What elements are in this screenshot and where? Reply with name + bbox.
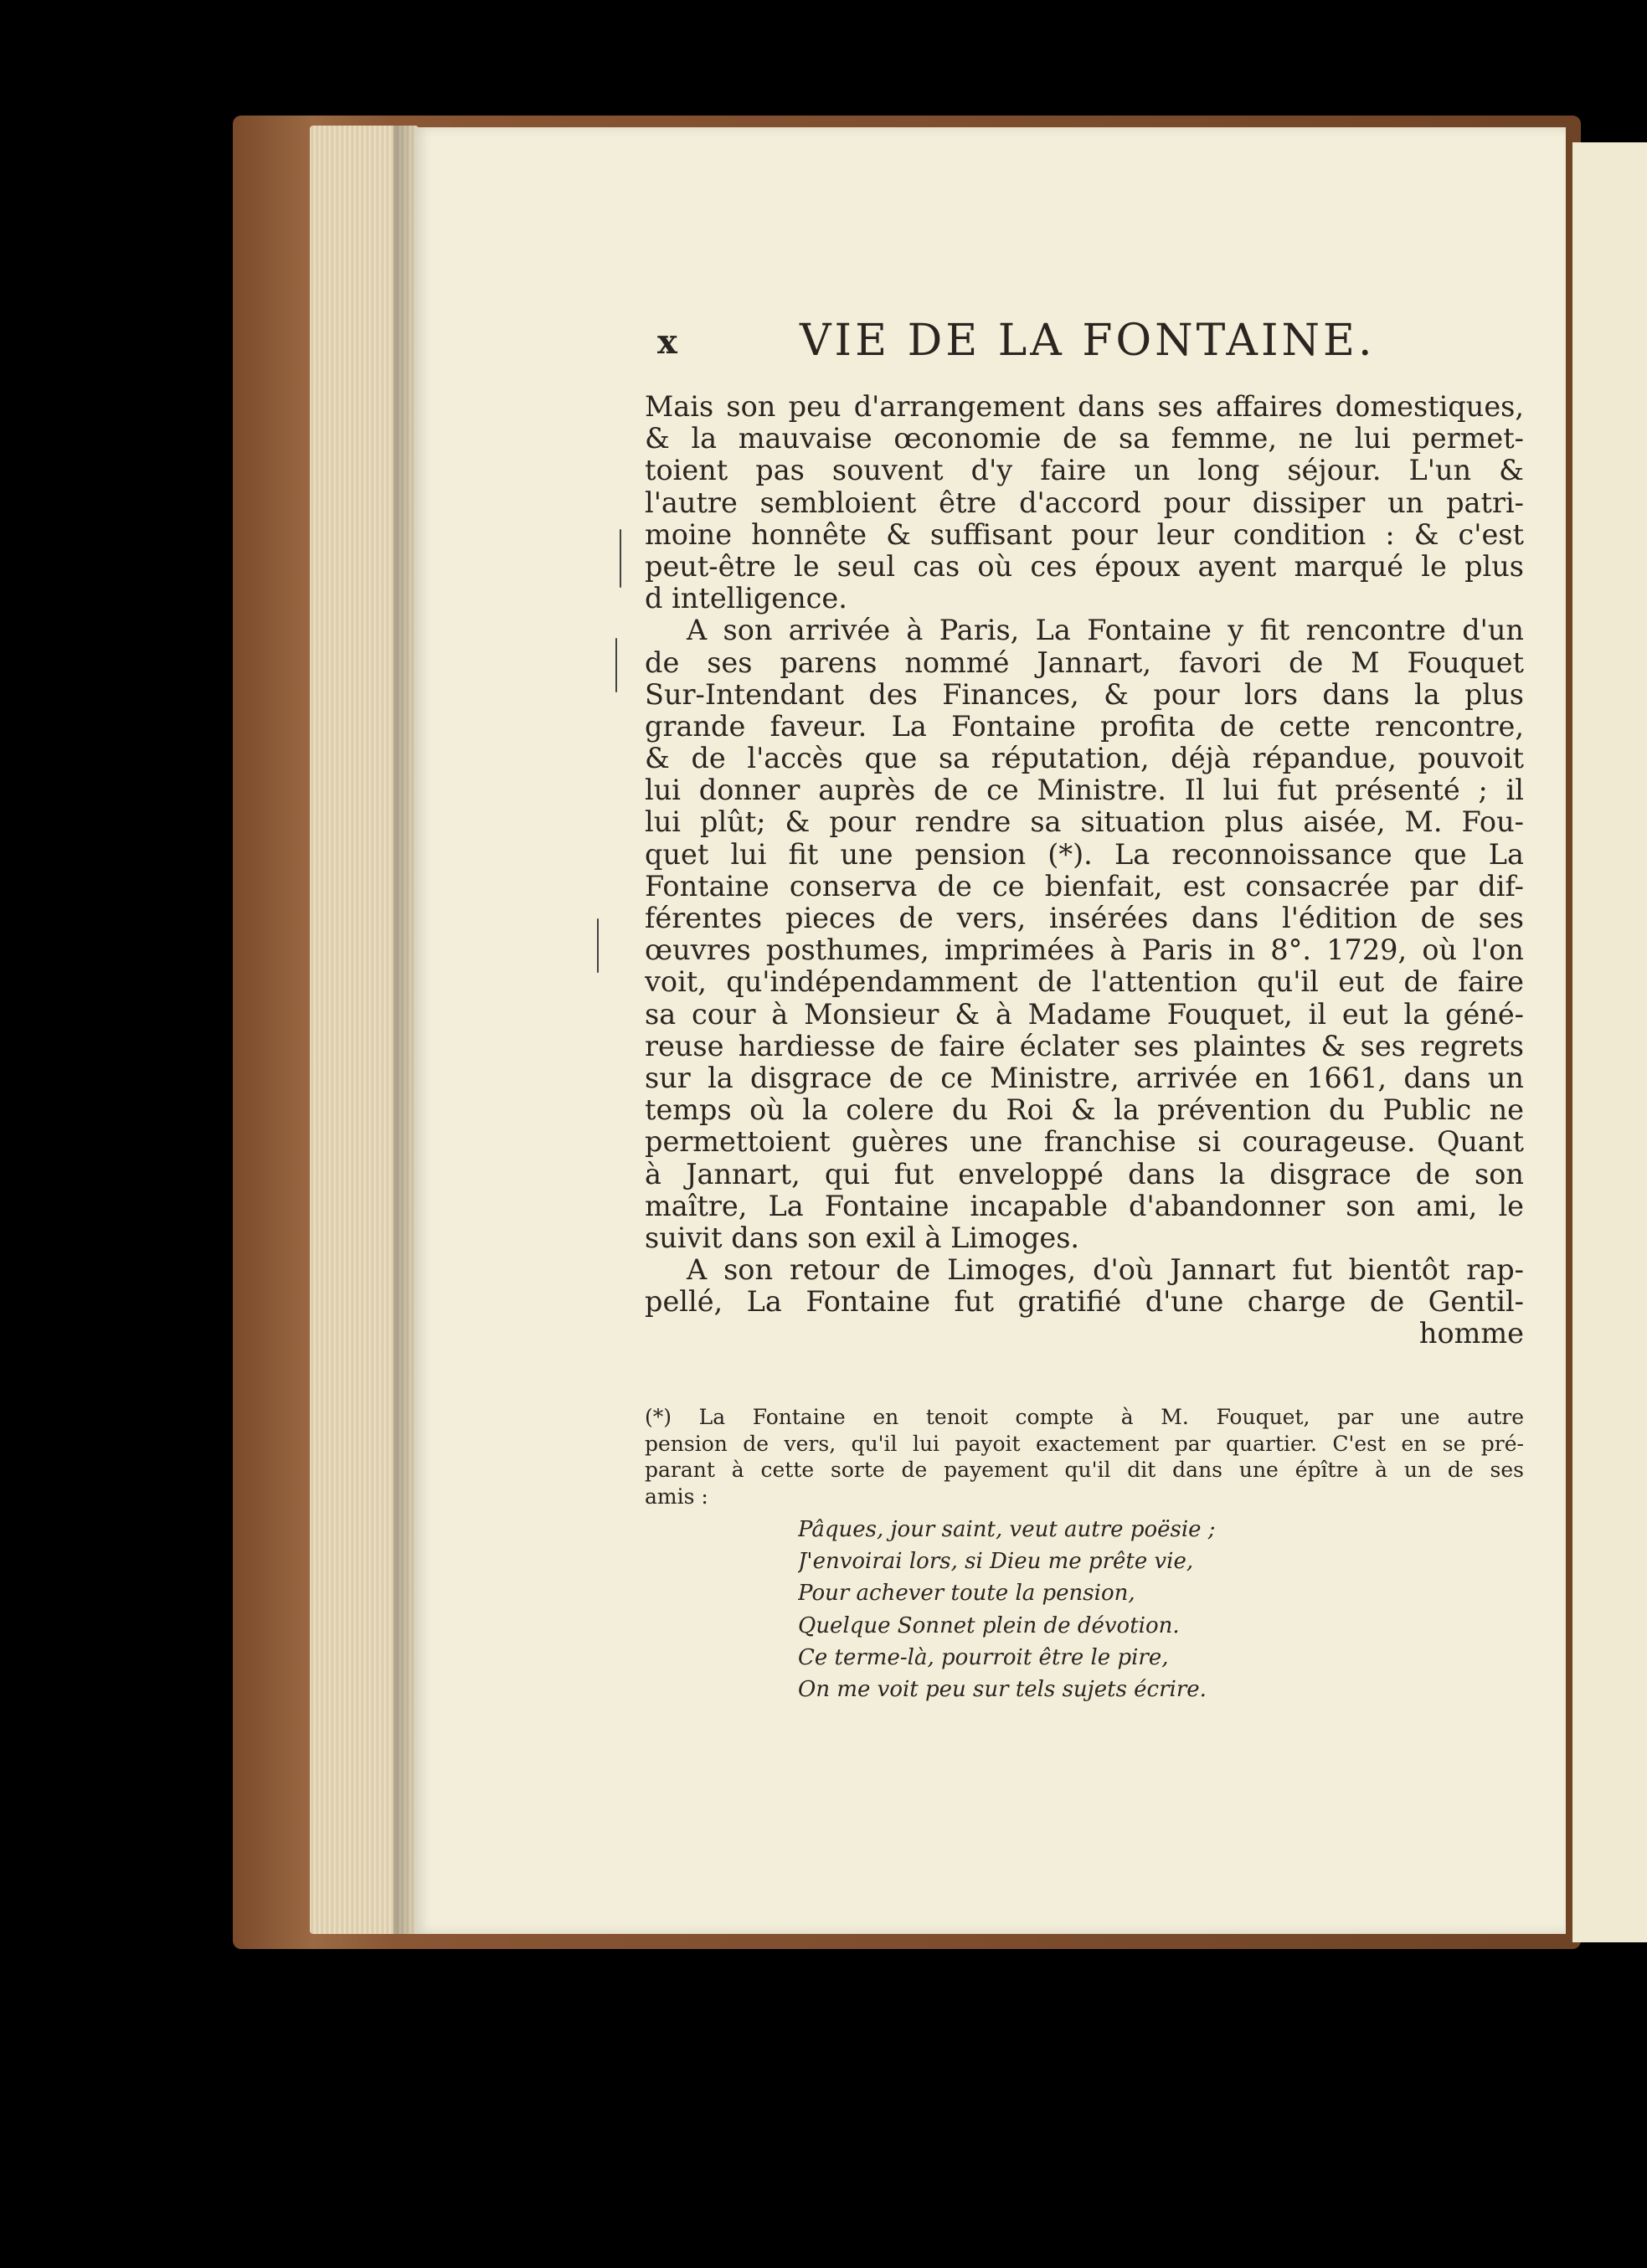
page-number: x bbox=[657, 322, 677, 362]
running-title: VIE DE LA FONTAINE. bbox=[800, 316, 1376, 366]
text-line: œuvres posthumes, imprimées à Paris in 8°. 1729, où l'on bbox=[645, 934, 1524, 967]
verse-line: On me voit peu sur tels sujets écrire. bbox=[798, 1676, 1207, 1702]
text-line: quet lui fit une pension (*). La reconnoissance que La bbox=[645, 838, 1524, 871]
verse-line: Ce terme-là, pourroit être le pire, bbox=[798, 1644, 1169, 1670]
verse-line: Pour achever toute la pension, bbox=[798, 1581, 1135, 1607]
text-line: & la mauvaise œconomie de sa femme, ne lui permet- bbox=[645, 423, 1524, 455]
text-line: suivit dans son exil à Limoges. bbox=[645, 1221, 1080, 1254]
margin-pencil-mark bbox=[597, 918, 599, 973]
book-page bbox=[414, 127, 1566, 1934]
footnote-line: amis : bbox=[645, 1484, 708, 1509]
footnote-line: pension de vers, qu'il lui payoit exactement par quartier. C'est en se pré- bbox=[645, 1431, 1524, 1456]
footnote-line: parant à cette sorte de payement qu'il dit dans une épître à un de ses bbox=[645, 1458, 1524, 1482]
footnote-line: (*) La Fontaine en tenoit compte à M. Fouquet, par une autre bbox=[645, 1405, 1524, 1429]
text-line: Fontaine conserva de ce bienfait, est consacrée par dif- bbox=[645, 870, 1524, 903]
text-line: Mais son peu d'arrangement dans ses affaires domestiques, bbox=[645, 391, 1524, 423]
text-line: toient pas souvent d'y faire un long séjour. L'un & bbox=[645, 455, 1524, 487]
text-line: voit, qu'indépendamment de l'attention qu'il eut de faire bbox=[645, 966, 1524, 999]
text-line: & de l'accès que sa réputation, déjà répandue, pouvoit bbox=[645, 743, 1524, 775]
verse-line: J'envoirai lors, si Dieu me prête vie, bbox=[798, 1549, 1194, 1575]
text-line: sa cour à Monsieur & à Madame Fouquet, il eut la géné- bbox=[645, 998, 1524, 1031]
text-line: temps où la colere du Roi & la prévention du Public ne bbox=[645, 1094, 1524, 1127]
text-line: lui plût; & pour rendre sa situation plus aisée, M. Fou- bbox=[645, 806, 1524, 839]
text-line: pellé, La Fontaine fut gratifié d'une charge de Gentil- bbox=[645, 1286, 1524, 1319]
verse-line: Quelque Sonnet plein de dévotion. bbox=[798, 1612, 1180, 1638]
text-line: d intelligence. bbox=[645, 583, 847, 615]
page-header bbox=[657, 316, 1524, 383]
text-line: homme bbox=[1418, 1318, 1524, 1350]
text-line: l'autre sembloient être d'accord pour dissiper un patri- bbox=[645, 486, 1524, 519]
text-line: A son arrivée à Paris, La Fontaine y fit rencontre d'un bbox=[687, 615, 1524, 647]
text-line: à Jannart, qui fut enveloppé dans la disgrace de son bbox=[645, 1158, 1524, 1191]
text-line: Sur-Intendant des Finances, & pour lors dans la plus bbox=[645, 678, 1524, 711]
text-line: moine honnête & suffisant pour leur condition : & c'est bbox=[645, 518, 1524, 551]
margin-pencil-mark bbox=[615, 638, 617, 692]
text-line: férentes pieces de vers, insérées dans l'édition de ses bbox=[645, 903, 1524, 934]
verse-line: Pâques, jour saint, veut autre poësie ; bbox=[798, 1517, 1216, 1542]
text-line: de ses parens nommé Jannart, favori de M Fouquet bbox=[645, 646, 1524, 679]
footnote-verses bbox=[798, 1517, 1300, 1709]
footnote bbox=[645, 1404, 1524, 1509]
body-text bbox=[645, 391, 1524, 1350]
facing-page-edge bbox=[1572, 142, 1647, 1942]
text-line: lui donner auprès de ce Ministre. Il lui fut présenté ; il bbox=[645, 774, 1524, 807]
margin-pencil-mark bbox=[620, 529, 621, 588]
text-line: reuse hardiesse de faire éclater ses plaintes & ses regrets bbox=[645, 1030, 1524, 1062]
text-line: sur la disgrace de ce Ministre, arrivée en 1661, dans un bbox=[645, 1062, 1524, 1094]
text-line: A son retour de Limoges, d'où Jannart fut bientôt rap- bbox=[687, 1254, 1524, 1287]
text-line: grande faveur. La Fontaine profita de cette rencontre, bbox=[645, 710, 1524, 743]
text-line: maître, La Fontaine incapable d'abandonner son ami, le bbox=[645, 1190, 1524, 1222]
text-line: permettoient guères une franchise si courageuse. Quant bbox=[645, 1126, 1524, 1159]
text-line: peut-être le seul cas où ces époux ayent marqué le plus bbox=[645, 550, 1524, 583]
